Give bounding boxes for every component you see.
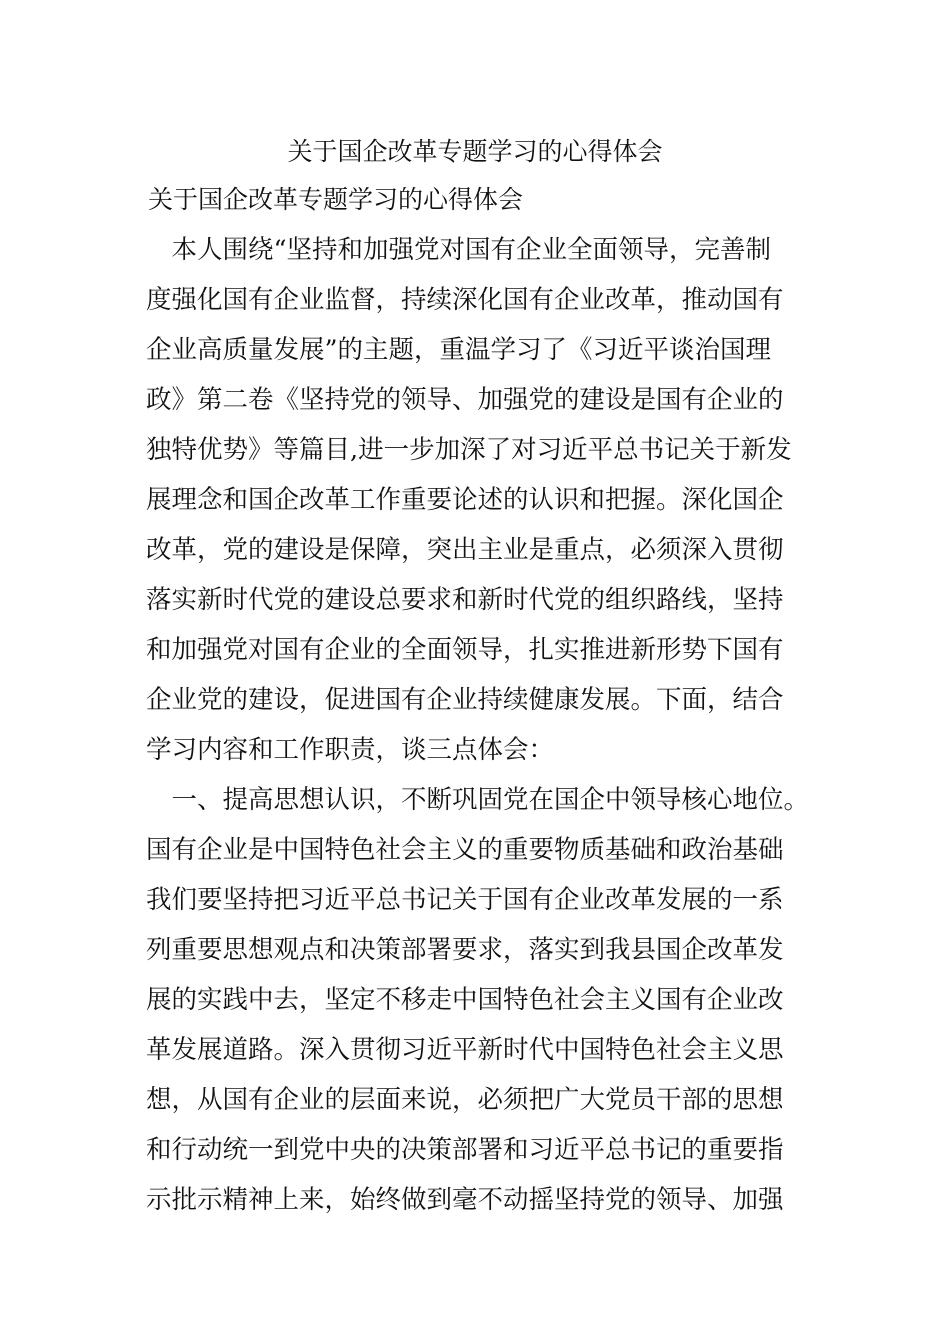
- section-heading-line: 一、提高思想认识，不断巩固党在国企中领导核心地位。: [146, 785, 810, 815]
- body-line: 本人围绕“坚持和加强党对国有企业全面领导，完善制: [146, 235, 772, 265]
- body-line: 列重要思想观点和决策部署要求，落实到我县国企改革发: [146, 935, 784, 965]
- body-line: 政》第二卷《坚持党的领导、加强党的建设是国有企业的: [146, 385, 784, 415]
- body-line: 想，从国有企业的层面来说，必须把广大党员干部的思想: [146, 1085, 784, 1115]
- body-line: 和行动统一到党中央的决策部署和习近平总书记的重要指: [146, 1135, 784, 1165]
- body-line: 展的实践中去，坚定不移走中国特色社会主义国有企业改: [146, 985, 784, 1015]
- document-title: 关于国企改革专题学习的心得体会: [287, 137, 663, 166]
- body-line: 企业高质量发展”的主题，重温学习了《习近平谈治国理: [146, 335, 772, 365]
- body-line: 学习内容和工作职责，谈三点体会：: [146, 735, 555, 765]
- body-line: 示批示精神上来，始终做到毫不动摇坚持党的领导、加强: [146, 1185, 784, 1215]
- body-line: 革发展道路。深入贯彻习近平新时代中国特色社会主义思: [146, 1035, 784, 1065]
- body-line: 和加强党对国有企业的全面领导，扎实推进新形势下国有: [146, 635, 784, 665]
- body-line: 落实新时代党的建设总要求和新时代党的组织路线，坚持: [146, 585, 784, 615]
- body-line: 度强化国有企业监督，持续深化国有企业改革，推动国有: [146, 285, 784, 315]
- body-line: 独特优势》等篇目,进一步加深了对习近平总书记关于新发: [146, 435, 792, 465]
- body-line: 企业党的建设，促进国有企业持续健康发展。下面，结合: [146, 685, 784, 715]
- body-line: 改革，党的建设是保障，突出主业是重点，必须深入贯彻: [146, 535, 784, 565]
- document-subtitle: 关于国企改革专题学习的心得体会: [148, 185, 524, 214]
- body-line: 我们要坚持把习近平总书记关于国有企业改革发展的一系: [146, 885, 784, 915]
- body-line: 展理念和国企改革工作重要论述的认识和把握。深化国企: [146, 485, 784, 515]
- body-line: 国有企业是中国特色社会主义的重要物质基础和政治基础: [146, 835, 784, 865]
